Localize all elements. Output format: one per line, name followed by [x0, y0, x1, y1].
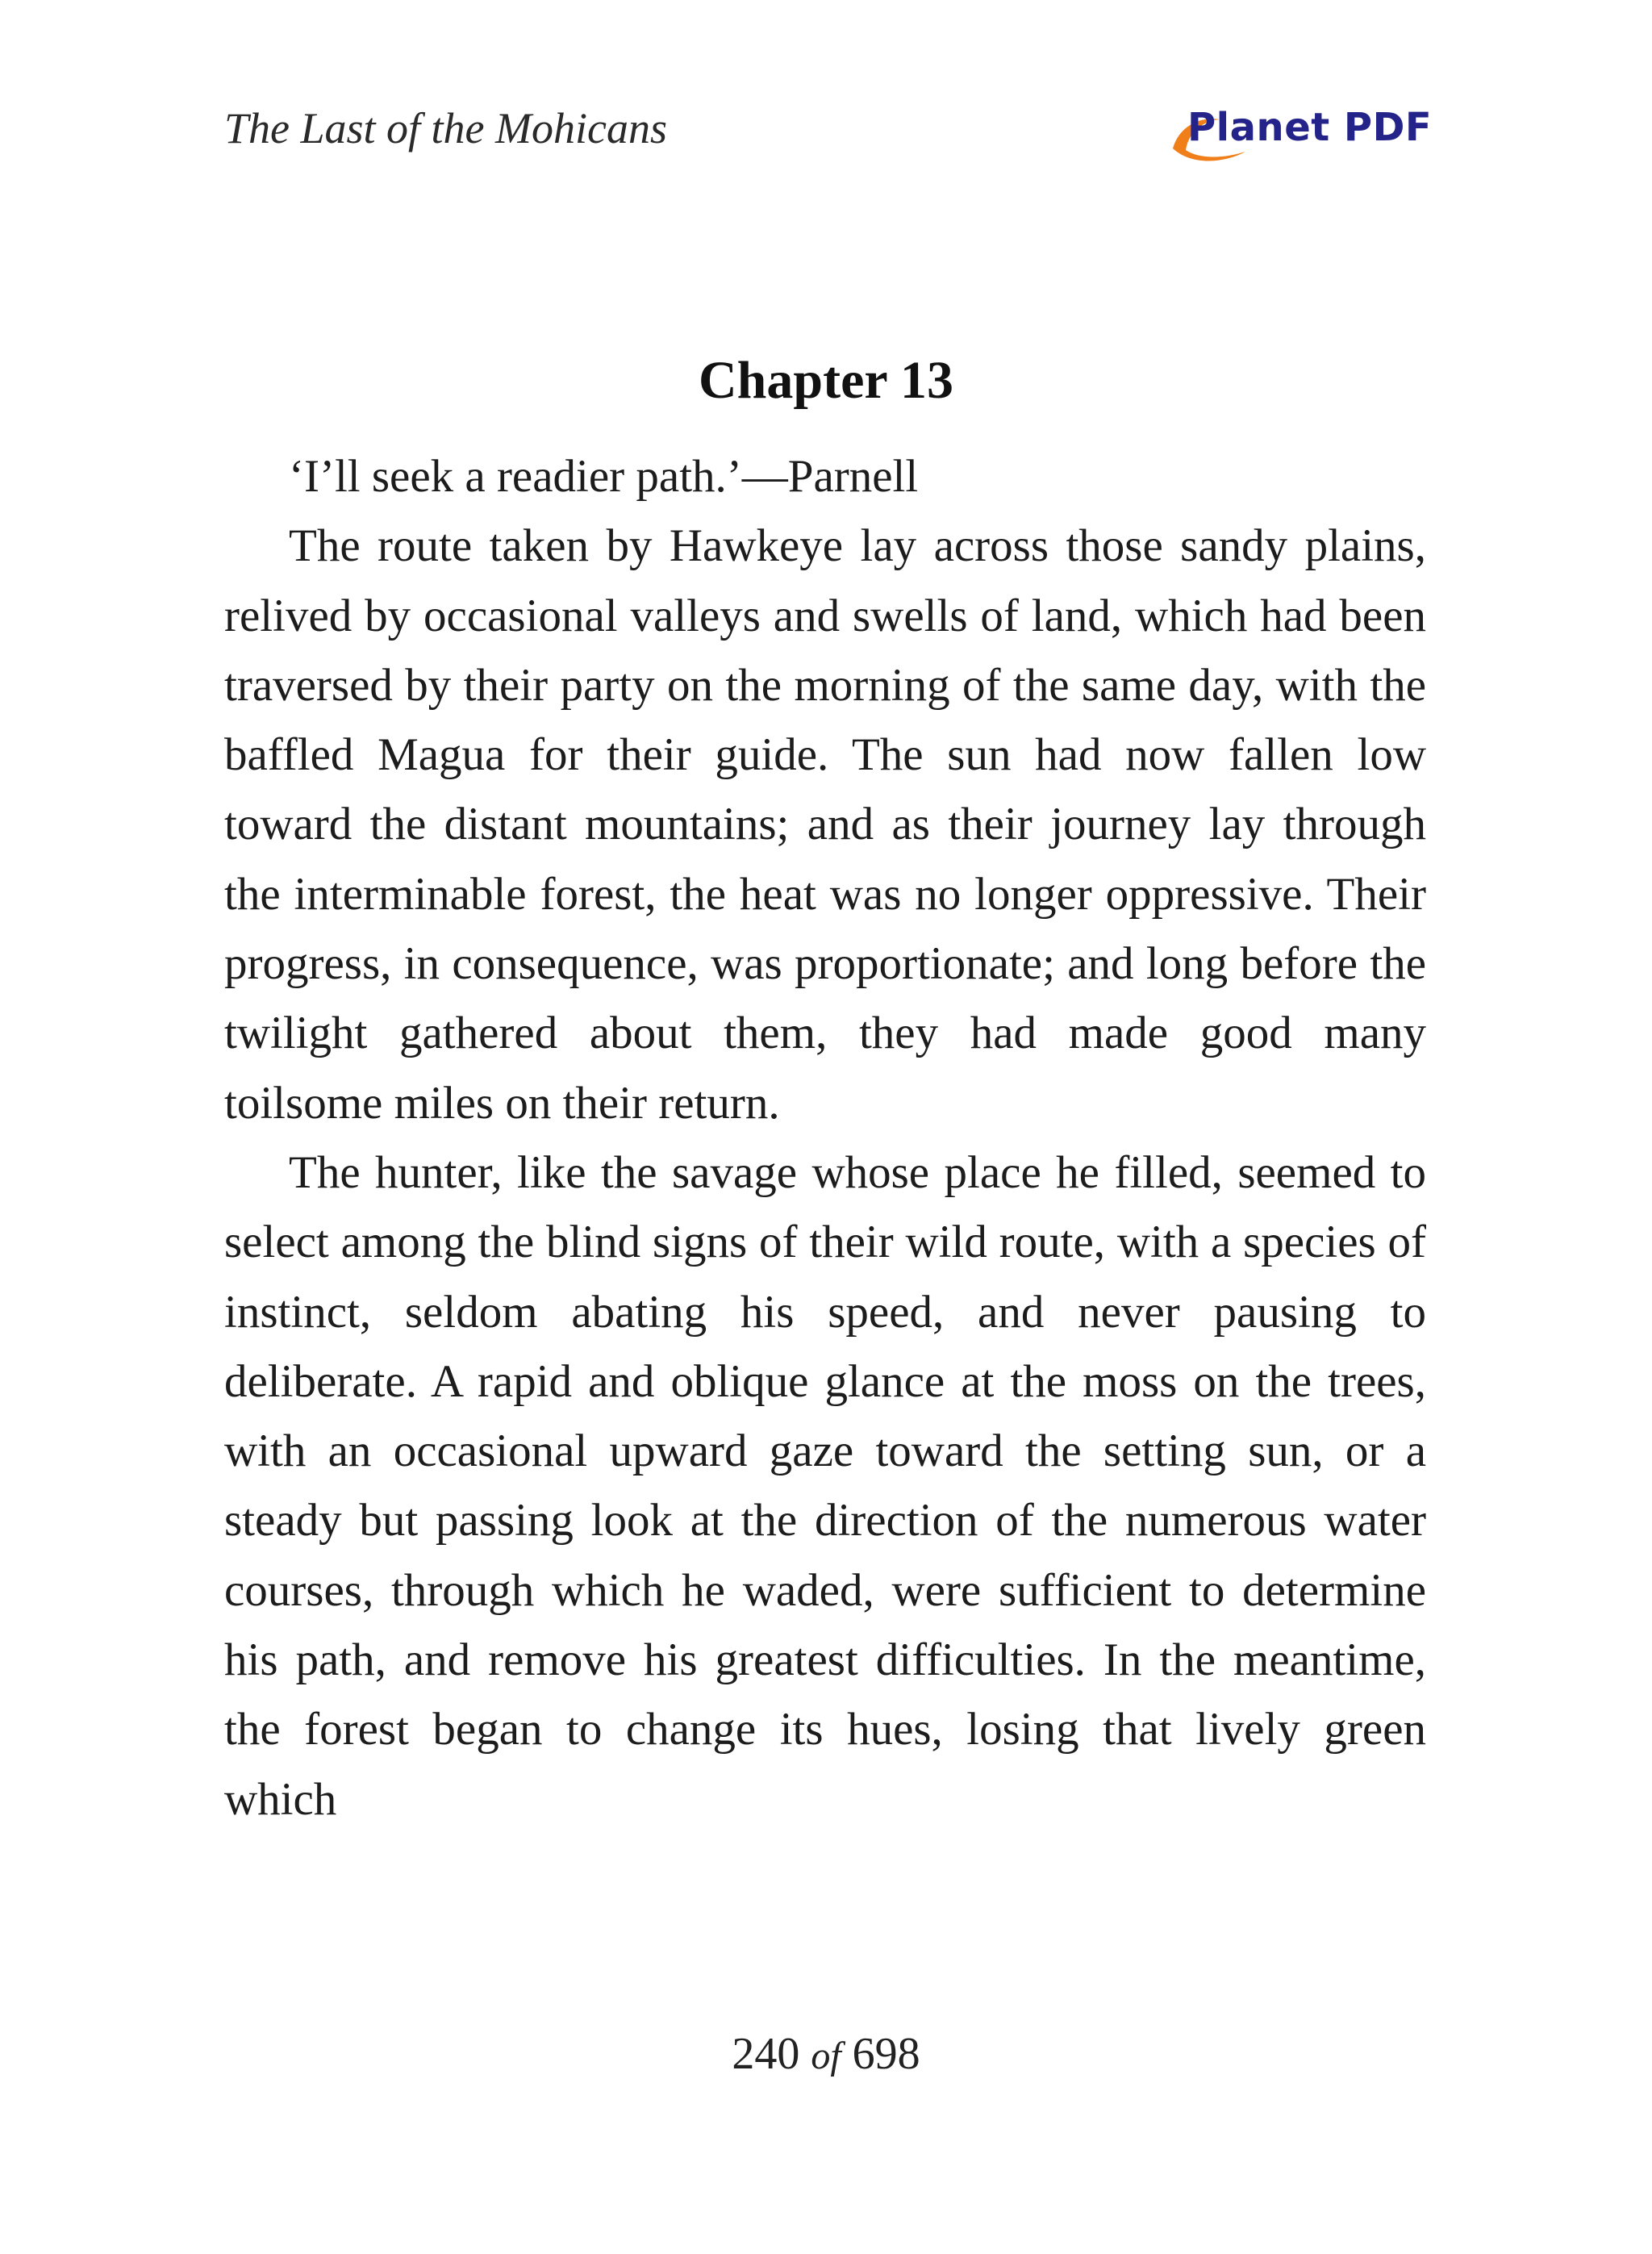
logo-text: Planet PDF [1187, 105, 1433, 150]
page-number [0, 2028, 1652, 2080]
paragraph: The hunter, like the savage whose place he filled, seemed to select among the blind signs of their wild route, with a species of instinct, seldom abating his speed, and never pausing to deliberate. A rapid and oblique glance at the moss on the trees, with an occasional upward gaze toward the setting sun, or a steady but passing look at the direction of the numerous water courses, through which he waded, were sufficient to determine his path, and remove his greatest difficulties. In the meantime, the forest began to change its hues, losing that lively green which [224, 1146, 1426, 1825]
chapter-body [224, 442, 1426, 1835]
page-total: 698 [852, 2029, 920, 2079]
chapter-title: Chapter 13 [699, 351, 953, 411]
planet-pdf-logo [1168, 102, 1433, 166]
page-current: 240 [732, 2029, 800, 2079]
paragraph: The route taken by Hawkeye lay across those sandy plains, relived by occasional valleys and swells of land, which had been traversed by their party on the morning of the same day, with the baffled Magua for their guide. The sun had now fallen low toward the distant mountains; and as their journey lay through the interminable forest, the heat was no longer oppressive. Their progress, in consequence, was proportionate; and long before the twilight gathered about them, they had made good many toilsome miles on their return. [224, 520, 1426, 1129]
page-of: of [811, 2035, 841, 2077]
running-title: The Last of the Mohicans [224, 104, 667, 152]
epigraph: ‘I’ll seek a readier path.’—Parnell [289, 451, 919, 502]
